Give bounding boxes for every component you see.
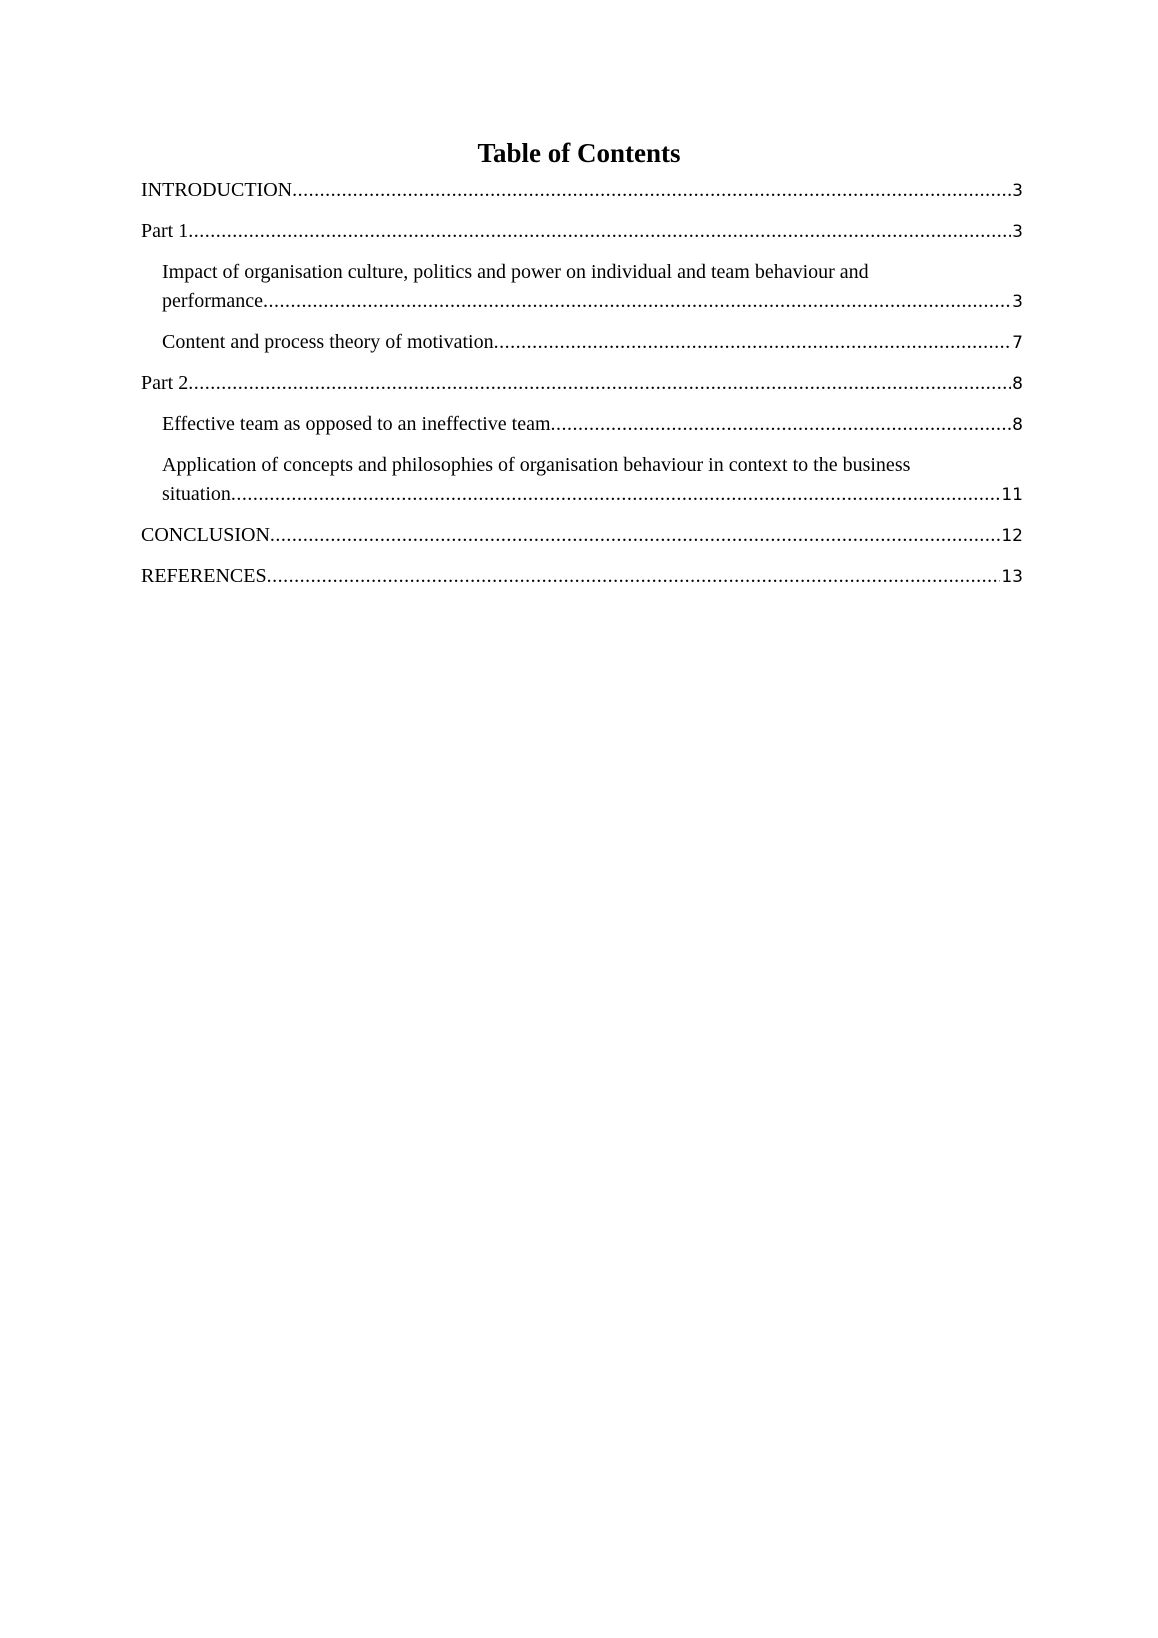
table-of-contents — [141, 176, 1023, 603]
toc-entry-application-of-concepts[interactable] — [141, 451, 1023, 510]
toc-page-number: 3 — [1012, 222, 1023, 242]
toc-dot-leader — [267, 562, 1001, 591]
toc-page-number: 3 — [1012, 292, 1023, 312]
toc-dot-leader — [188, 369, 1011, 398]
toc-entry-label: REFERENCES — [141, 565, 267, 587]
toc-entry-label: Effective team as opposed to an ineffective team — [162, 413, 551, 435]
toc-entry-part-1[interactable] — [141, 217, 1023, 247]
toc-entry-label: INTRODUCTION — [141, 179, 293, 201]
toc-entry-theory-of-motivation[interactable] — [141, 328, 1023, 358]
toc-title: Table of Contents — [477, 138, 681, 168]
toc-entry-label-first-line: Impact of organisation culture, politics and power on individual and team behaviour and — [162, 261, 869, 283]
toc-entry-effective-team[interactable] — [141, 410, 1023, 440]
toc-dot-leader — [188, 217, 1011, 246]
toc-dot-leader — [551, 410, 1012, 439]
toc-entry-label: performance — [162, 290, 264, 312]
toc-dot-leader — [263, 287, 1011, 316]
toc-entry-label: Content and process theory of motivation — [162, 331, 494, 353]
toc-page-number: 11 — [1001, 485, 1023, 505]
toc-entry-label-first-line: Application of concepts and philosophies of organisation behaviour in context to the business — [162, 454, 911, 476]
toc-entry-references[interactable] — [141, 562, 1023, 592]
toc-page-number: 8 — [1012, 374, 1023, 394]
toc-dot-leader — [231, 480, 1000, 509]
toc-page-number: 12 — [1001, 526, 1023, 546]
toc-page-number: 8 — [1012, 415, 1023, 435]
toc-entry-introduction[interactable] — [141, 176, 1023, 206]
toc-page-number: 7 — [1012, 333, 1023, 353]
toc-dot-leader — [270, 521, 1000, 550]
toc-entry-label: CONCLUSION — [141, 524, 270, 546]
toc-entry-conclusion[interactable] — [141, 521, 1023, 551]
toc-entry-part-2[interactable] — [141, 369, 1023, 399]
toc-page-number: 13 — [1001, 567, 1023, 587]
toc-page-number: 3 — [1012, 181, 1023, 201]
toc-entry-label: Part 1 — [141, 220, 189, 242]
toc-entry-label: Part 2 — [141, 372, 189, 394]
toc-entry-label: situation — [162, 483, 231, 505]
toc-entry-impact-of-organisation-culture[interactable] — [141, 258, 1023, 317]
toc-dot-leader — [292, 176, 1011, 205]
toc-dot-leader — [494, 328, 1012, 357]
